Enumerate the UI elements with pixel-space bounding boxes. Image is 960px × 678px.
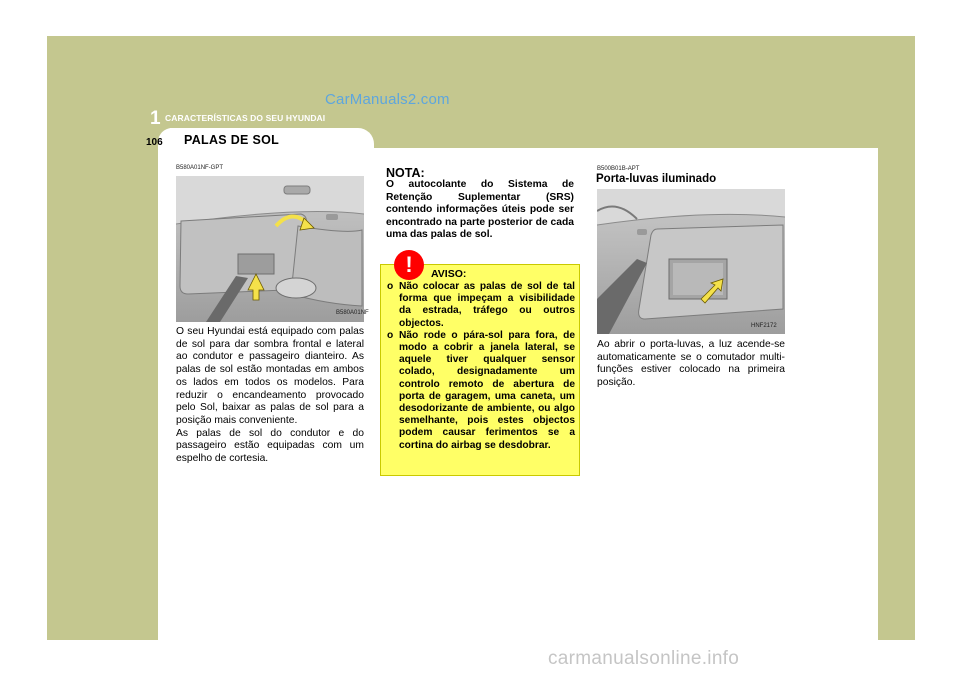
warning-item [387,281,575,330]
chapter-title: CARACTERÍSTICAS DO SEU HYUNDAI [165,113,326,123]
warning-item-text: Não rode o pára-sol para fora, de modo a cobrir a janela lateral, se aquele tiver qualquer sensor colado, designadamente um controlo remoto de abertura de porta de garagem, uma caneta, um desodorizante de ambiente, ou algo semelhante, pois estes objectos podem causar ferimentos se a cortina do airbag se desdobrar. [399,329,575,451]
nota-title: NOTA: [386,166,425,180]
warning-list [387,281,575,452]
page-number: 106 [146,137,163,148]
sun-visor-illustration [176,176,364,322]
right-section-code: B500B01B-APT [597,166,640,172]
bullet-marker: o [387,281,394,292]
left-paragraph-1: O seu Hyundai está equipado com palas de sol para dar sombra frontal e lateral ao condutor e passageiro dianteiro. As palas de sol estão montadas em ambos os lados em todos os modelos. Para reduzir o encandeamento provocado pelo Sol, baixar as palas de sol para a posição mais conveniente. [176,326,364,426]
warning-item [387,330,575,452]
left-section-code: B580A01NF-GPT [176,165,224,171]
chapter-number: 1 [150,108,161,129]
illuminated-visor-illustration [597,189,785,334]
watermark-top[interactable]: CarManuals2.com [325,91,450,108]
left-body-text [176,326,364,466]
nota-body: O autocolante do Sistema de Retenção Suplementar (SRS) contendo informações úteis pode ser encontrado na parte posterior de cada uma das palas de sol. [386,179,574,240]
warning-icon: ! [394,250,424,280]
section-title: PALAS DE SOL [184,133,280,147]
left-image-label: B580A01NF [336,310,369,316]
warning-item-text: Não colocar as palas de sol de tal forma que impeçam a visibilidade da estrada, tráfego ou outros objectos. [399,281,575,329]
right-section-title: Porta-luvas iluminado [596,173,717,185]
right-image-label: HNF2172 [751,323,777,329]
illuminated-visor-photo [597,189,785,334]
warning-title: AVISO: [431,268,467,280]
sun-visor-photo [176,176,364,322]
watermark-bottom[interactable]: carmanualsonline.info [548,648,740,669]
right-body-text: Ao abrir o porta-luvas, a luz acende-se automaticamente se o comutador multi-funções estiver colocado na primeira posição. [597,339,785,389]
left-paragraph-2: As palas de sol do condutor e do passageiro estão equipadas com um espelho de cortesia. [176,427,364,465]
bullet-marker: o [387,329,394,341]
